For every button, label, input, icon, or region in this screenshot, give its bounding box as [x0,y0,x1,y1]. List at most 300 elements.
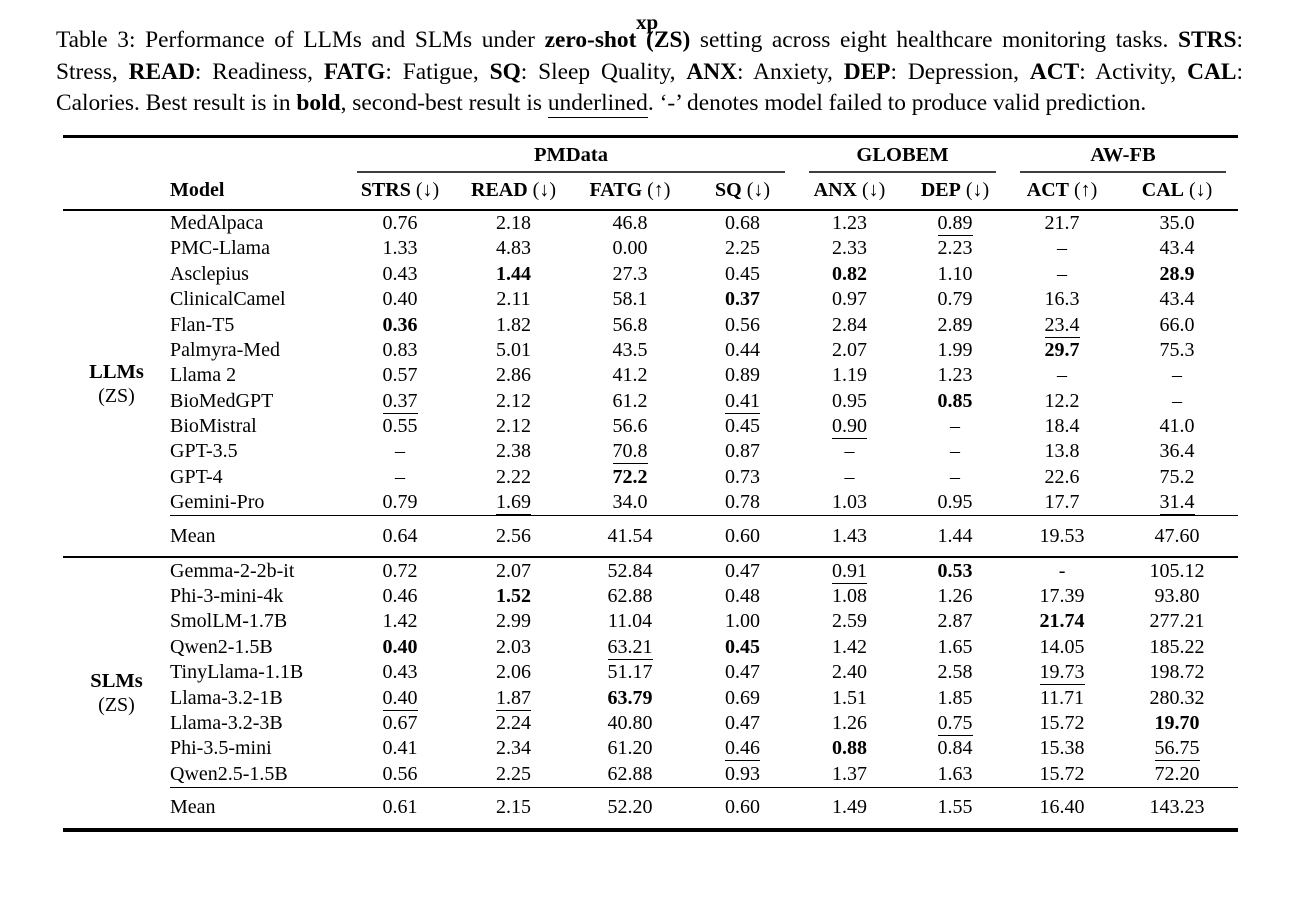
dataset-group-header-aw-fb: AW-FB [1008,138,1238,173]
column-header-cal [1116,173,1238,210]
metric-value [797,557,902,583]
second-best-value: 19.73 [1039,661,1085,684]
mean-value: 41.54 [572,516,688,558]
mean-value: 1.44 [902,516,1008,558]
value-text: 198.72 [1149,661,1205,684]
caption-segment: : Fatigue, [385,58,490,85]
second-best-value: 1.87 [496,686,531,709]
metric-value [688,711,797,736]
metric-value [345,312,455,337]
value-text: 66.0 [1159,313,1195,336]
table-row [63,414,1238,439]
column-abbr: ANX [813,179,858,202]
metric-value [688,338,797,363]
value-text: 2.89 [937,313,973,336]
metric-value [1116,236,1238,261]
column-header-sq [688,173,797,210]
metric-value [1008,465,1116,490]
metric-value [455,490,572,516]
value-text: 62.88 [607,585,653,608]
table-row [63,287,1238,312]
second-best-value: 0.46 [725,737,760,760]
value-text: 1.26 [937,585,973,608]
value-text: 1.42 [832,635,868,658]
best-value: 1.44 [496,262,531,285]
metric-value [455,584,572,609]
mean-value: 0.64 [345,516,455,558]
metric-value [455,635,572,660]
metric-value [797,312,902,337]
caption-segment: underlined [547,90,648,117]
value-text: 1.33 [382,237,418,260]
mean-value: 1.49 [797,787,902,828]
caption-segment: DEP [843,58,891,85]
caption-segment: CAL [1187,58,1237,85]
metric-value [1116,312,1238,337]
metric-value [572,439,688,464]
model-name: Llama-3.2-1B [170,686,283,709]
metric-value [688,490,797,516]
metric-value [902,490,1008,516]
value-text: 11.71 [1039,686,1085,709]
metric-value [797,338,902,363]
value-text: 56.8 [612,313,648,336]
model-name: BioMistral [170,415,257,438]
value-text: 56.6 [612,415,648,438]
metric-value [1008,439,1116,464]
metric-value [1116,736,1238,761]
column-abbr: FATG [589,179,643,202]
metric-value [572,685,688,710]
second-best-value: 0.91 [832,559,868,582]
dataset-group-header-globem: GLOBEM [797,138,1008,173]
value-text: 61.20 [607,737,653,760]
value-text: 0.69 [725,686,760,709]
value-text: 15.72 [1039,762,1085,785]
metric-value [797,762,902,788]
column-header-act [1008,173,1116,210]
value-text: 2.12 [496,389,531,412]
metric-value [688,439,797,464]
value-text: 2.24 [496,712,531,734]
metric-value [455,236,572,261]
table-row [63,736,1238,761]
value-text: 0.78 [725,491,760,514]
metric-value [902,236,1008,261]
table-row [63,490,1238,516]
metric-value [345,236,455,261]
metric-value [345,363,455,388]
caption-segment: bold [296,90,341,117]
metric-value [455,736,572,761]
metric-value [1008,236,1116,261]
metric-value [345,557,455,583]
metric-value [455,762,572,788]
mean-row [63,787,1238,828]
second-best-value: 0.89 [937,211,973,234]
metric-value [1008,262,1116,287]
caption-segment: : Sleep Quality, [520,58,687,85]
column-abbr: READ [471,179,528,202]
metric-value [345,685,455,710]
metric-value [572,660,688,685]
metric-value [1008,287,1116,312]
metric-value [902,338,1008,363]
value-text: 43.4 [1159,288,1195,311]
value-text: – [395,440,405,463]
metric-value [1116,635,1238,660]
metric-value [902,287,1008,312]
metric-value [688,609,797,634]
column-header-fatg [572,173,688,210]
metric-value [688,736,797,761]
metric-value [1008,490,1116,516]
best-value: 0.82 [832,262,868,285]
value-text: 1.37 [832,762,868,785]
group-label-slms [63,557,170,828]
metric-value [345,635,455,660]
table-row [63,685,1238,710]
metric-value [1008,635,1116,660]
value-text: 61.2 [612,389,648,412]
metric-value [455,287,572,312]
value-text: 1.26 [832,712,868,734]
metric-value [797,584,902,609]
column-direction-arrow: (↓) [741,179,771,202]
metric-value [455,338,572,363]
caption-segment: : Readiness, [194,58,324,85]
metric-value [345,210,455,236]
best-value: 0.36 [382,313,418,336]
value-text: 1.23 [832,211,868,234]
metric-value [688,635,797,660]
best-value: 0.85 [937,389,973,412]
metric-value [455,465,572,490]
second-best-value: 0.41 [725,389,760,412]
value-text: – [1172,389,1183,412]
model-name: PMC-Llama [170,237,270,260]
metric-value [455,389,572,414]
metric-value [1008,609,1116,634]
value-text: 2.86 [496,364,531,387]
metric-value [572,287,688,312]
value-text: 2.87 [937,610,973,633]
caption-segment: FATG [323,58,386,85]
group-label-llms [63,210,170,558]
metric-value [345,262,455,287]
value-text: 75.2 [1159,465,1195,488]
table-row [63,312,1238,337]
dataset-group-header-row [63,138,1238,173]
mean-value: 0.60 [688,516,797,558]
best-value: 63.79 [607,686,653,709]
value-text: 1.23 [937,364,973,387]
best-value: 21.74 [1039,610,1085,633]
caption-segment: . ‘-’ denotes model failed to produce valid prediction. [647,90,1147,117]
mean-label: Mean [170,787,345,828]
metric-value [572,490,688,516]
metric-value [1008,584,1116,609]
value-text: 18.4 [1044,415,1080,438]
cropped-text-fragment [636,10,666,34]
value-text: 1.65 [937,635,973,658]
metric-value [797,635,902,660]
cropped-text: xp [636,10,659,34]
table-row [63,635,1238,660]
metric-value [1116,660,1238,685]
caption-segment: zero-shot (ZS) [544,27,691,53]
metric-value [455,685,572,710]
value-text: 43.5 [612,338,648,361]
metric-value [797,685,902,710]
value-text: 72.20 [1154,762,1200,785]
caption-segment: : Stress, [56,27,1244,85]
metric-value [1116,389,1238,414]
metric-value [1008,685,1116,710]
caption-segment: ANX [686,58,738,85]
metric-value [1116,490,1238,516]
metric-value [688,312,797,337]
best-value: 0.53 [937,559,973,582]
value-text: 13.8 [1044,440,1080,463]
value-text: - [1058,559,1066,582]
metric-value [902,465,1008,490]
metric-value [455,557,572,583]
metric-value [688,685,797,710]
metric-value [345,711,455,736]
value-text: 15.38 [1039,737,1085,760]
metric-value [797,660,902,685]
metric-value [797,609,902,634]
table-row [63,762,1238,788]
metric-value [455,262,572,287]
value-text: 4.83 [496,237,531,260]
metric-value [572,635,688,660]
metric-value [688,762,797,788]
value-text: 2.99 [496,610,531,633]
metric-value [1008,363,1116,388]
second-best-value: 0.90 [832,415,868,438]
value-text: 41.2 [612,364,648,387]
value-text: 0.89 [725,364,760,387]
mean-value: 16.40 [1008,787,1116,828]
value-text: 35.0 [1159,211,1195,234]
metric-value [1116,609,1238,634]
value-text: 2.34 [496,737,531,760]
table-row [63,609,1238,634]
metric-value [345,762,455,788]
metric-value [688,414,797,439]
metric-value [345,287,455,312]
value-text: 0.79 [937,288,973,311]
metric-value [1008,312,1116,337]
metric-value [902,439,1008,464]
metric-value [455,660,572,685]
value-text: 0.43 [382,262,418,285]
value-text: 0.73 [725,465,760,488]
model-name: Phi-3-mini-4k [170,585,284,608]
column-direction-arrow: (↓) [960,179,990,202]
metric-value [1116,584,1238,609]
metric-value [455,414,572,439]
value-text: 2.07 [832,338,868,361]
metric-value [572,389,688,414]
results-table-wrapper [63,135,1238,832]
value-text: 0.45 [725,262,760,285]
value-text: 0.47 [725,661,760,684]
value-text: 41.0 [1159,415,1195,438]
metric-value [1008,711,1116,736]
value-text: 15.72 [1039,712,1085,734]
value-text: 2.33 [832,237,868,260]
caption-segment: : Activity, [1079,58,1188,85]
value-text: 0.57 [382,364,418,387]
metric-value [345,490,455,516]
metric-value [1008,762,1116,788]
mean-value: 1.55 [902,787,1008,828]
caption-segment: setting across eight healthcare monitoring tasks. [690,27,1178,53]
column-direction-arrow: (↓) [527,179,556,202]
value-text: 1.10 [937,262,973,285]
metric-value [572,236,688,261]
column-abbr: ACT [1026,179,1069,202]
table-row [63,711,1238,736]
table-row [63,210,1238,236]
group-column-spacer [63,173,170,210]
value-text: 2.22 [496,465,531,488]
results-table [63,138,1238,828]
group-setting: (ZS) [98,694,135,717]
metric-value [1116,338,1238,363]
model-name: TinyLlama-1.1B [170,661,304,684]
value-text: 0.48 [725,585,760,608]
value-text: – [950,415,961,438]
value-text: 27.3 [612,262,648,285]
model-name: GPT-4 [170,465,223,488]
value-text: 105.12 [1149,559,1205,582]
value-text: 21.7 [1044,211,1080,234]
value-text: 22.6 [1044,465,1080,488]
mean-value: 2.56 [455,516,572,558]
metric-value [797,262,902,287]
metric-value [902,210,1008,236]
value-text: 280.32 [1149,686,1205,709]
value-text: 0.72 [382,559,418,582]
best-value: 0.88 [832,737,868,760]
metric-value [572,711,688,736]
value-text: 16.3 [1044,288,1080,311]
metric-value [1116,465,1238,490]
column-direction-arrow: (↑) [1068,179,1098,202]
value-text: 0.83 [382,338,418,361]
value-text: 62.88 [607,762,653,785]
value-text: 0.45 [725,415,760,438]
table-row [63,584,1238,609]
metric-value [572,736,688,761]
value-text: – [1057,364,1068,387]
value-text: – [844,465,855,488]
value-text: 2.18 [496,211,531,234]
metric-value [688,584,797,609]
value-text: 1.03 [832,491,868,514]
value-text: 46.8 [612,211,648,234]
second-best-value: 63.21 [607,635,653,658]
model-name: Phi-3.5-mini [170,737,272,760]
metric-value [902,736,1008,761]
second-best-value: 0.75 [937,712,973,734]
metric-value [572,557,688,583]
metric-value [902,389,1008,414]
value-text: 0.44 [725,338,760,361]
value-text: 17.39 [1039,585,1085,608]
value-text: 0.67 [382,712,418,734]
value-text: 93.80 [1154,585,1200,608]
table-row [63,660,1238,685]
value-text: 0.93 [725,762,760,785]
value-text: – [1057,237,1068,260]
slms-section [63,557,1238,828]
value-text: – [950,465,961,488]
model-column-header: Model [170,173,345,210]
column-header-dep [902,173,1008,210]
llms-section [63,210,1238,558]
metric-value [902,557,1008,583]
mean-value: 0.61 [345,787,455,828]
value-text: 0.40 [382,288,418,311]
value-text: 36.4 [1159,440,1195,463]
table-row [63,262,1238,287]
value-text: 1.19 [832,364,868,387]
metric-value [572,414,688,439]
caption-segment: ACT [1029,58,1080,85]
metric-value [1116,363,1238,388]
group-name: LLMs [89,360,144,383]
metric-value [345,660,455,685]
model-name: Qwen2-1.5B [170,635,273,658]
metric-value [688,236,797,261]
metric-value [1116,210,1238,236]
value-text: 0.84 [937,737,973,760]
value-text: 2.11 [496,288,531,311]
metric-value [345,609,455,634]
metric-value [797,490,902,516]
value-text: 0.55 [382,415,418,438]
best-value: 0.40 [382,635,418,658]
metric-value [688,557,797,583]
value-text: 0.87 [725,440,760,463]
value-text: 51.17 [607,661,653,684]
value-text: 185.22 [1149,635,1205,658]
value-text: 2.38 [496,440,531,463]
metric-value [572,584,688,609]
table-row [63,465,1238,490]
table-row [63,338,1238,363]
metric-value [345,439,455,464]
value-text: 0.68 [725,211,760,234]
metric-value [797,389,902,414]
mean-value: 19.53 [1008,516,1116,558]
column-header-anx [797,173,902,210]
metric-value [1008,389,1116,414]
metric-value [902,660,1008,685]
value-text: 0.56 [382,762,418,785]
value-text: 0.95 [937,491,973,514]
value-text: 12.2 [1044,389,1080,412]
metric-value [345,414,455,439]
value-text: 1.82 [496,313,531,336]
value-text: – [844,440,855,463]
second-best-value: 31.4 [1159,491,1195,514]
